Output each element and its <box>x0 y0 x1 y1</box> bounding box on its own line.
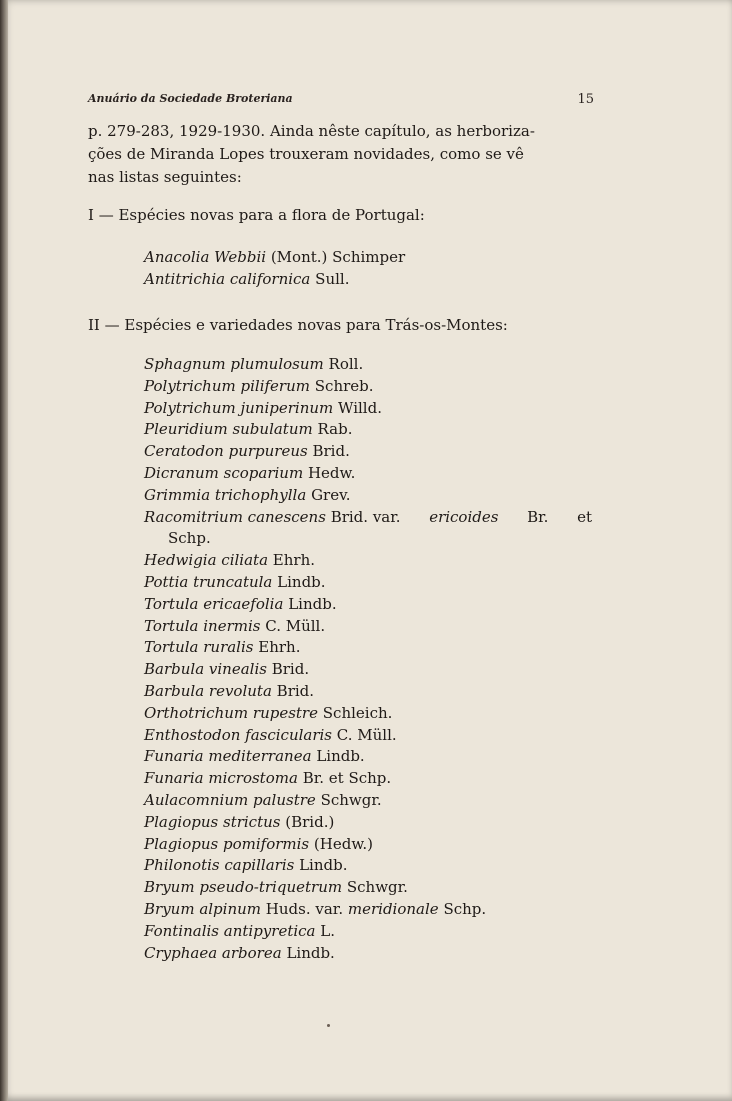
species-item <box>144 594 614 616</box>
species-item <box>144 376 614 398</box>
species-name: Bryum alpinum <box>144 899 262 918</box>
intro-line: nas listas seguintes: <box>88 168 242 186</box>
species-author: Huds. var. <box>265 899 344 918</box>
species-item <box>144 790 614 812</box>
species-author: Brid. <box>312 442 350 461</box>
variety-name: meridionale <box>347 899 439 918</box>
species-item <box>144 637 614 659</box>
species-author: Schwgr. <box>320 790 382 809</box>
species-item <box>144 746 614 768</box>
species-name: Fontinalis antipyretica <box>144 921 316 940</box>
species-name: Antitrichia californica <box>144 269 311 288</box>
print-speck <box>327 1024 330 1027</box>
species-name: Cryphaea arborea <box>144 943 282 962</box>
species-name: Dicranum scoparium <box>144 463 304 482</box>
species-item <box>144 877 614 899</box>
species-list-tras-os-montes <box>144 354 614 964</box>
species-item <box>144 550 614 572</box>
variety-author-conjunction: et <box>577 507 592 526</box>
species-item <box>144 834 614 856</box>
species-author: Roll. <box>328 355 364 373</box>
species-list-portugal <box>144 247 614 291</box>
species-name: Tortula inermis <box>144 616 261 635</box>
species-item <box>144 725 614 747</box>
species-name: Tortula ruralis <box>144 638 254 657</box>
species-item <box>144 659 614 681</box>
species-author: Schreb. <box>314 376 374 395</box>
species-name: Polytrichum juniperinum <box>144 398 334 417</box>
species-author: Rab. <box>317 420 353 439</box>
species-author: Br. et Schp. <box>302 769 392 788</box>
species-name: Racomitrium canescens <box>144 507 326 526</box>
species-item <box>144 899 614 921</box>
species-item <box>144 419 614 441</box>
species-name-with-author <box>144 507 401 529</box>
species-name: Polytrichum piliferum <box>144 376 310 395</box>
running-title: Anuário da Sociedade Broteriana <box>88 92 293 105</box>
species-name: Orthotrichum rupestre <box>144 703 318 722</box>
page-header <box>88 92 594 110</box>
species-name: Bryum pseudo-triquetrum <box>144 878 343 897</box>
species-author: Lindb. <box>286 943 335 962</box>
page-number: 15 <box>577 92 594 107</box>
species-item <box>144 703 614 725</box>
intro-line: p. 279-283, 1929-1930. Ainda nêste capítulo, as herboriza- <box>88 122 535 140</box>
variety-author: Schp. <box>443 899 487 918</box>
species-name: Aulacomnium palustre <box>144 790 316 809</box>
species-item <box>144 812 614 834</box>
species-item <box>144 572 614 594</box>
species-name: Ceratodon purpureus <box>144 442 308 461</box>
variety-author: Br. <box>527 507 549 526</box>
page-binding-edge <box>0 0 8 1101</box>
species-item <box>144 247 614 269</box>
species-author: C. Müll. <box>336 725 397 744</box>
species-author: (Hedw.) <box>313 834 373 853</box>
species-justified-line <box>144 507 592 529</box>
species-name: Sphagnum plumulosum <box>144 355 324 373</box>
species-name: Tortula ericaefolia <box>144 594 284 613</box>
species-name: Barbula vinealis <box>144 660 267 679</box>
species-author: Hedw. <box>307 463 356 482</box>
species-item <box>144 943 614 965</box>
species-name: Grimmia trichophylla <box>144 485 307 504</box>
species-author: Grev. <box>311 485 351 504</box>
species-author: Schleich. <box>322 703 393 722</box>
species-item <box>144 921 614 943</box>
species-name: Funaria microstoma <box>144 769 298 788</box>
species-item <box>144 681 614 703</box>
species-author: Lindb. <box>277 572 326 591</box>
species-item <box>144 398 614 420</box>
species-name: Pottia truncatula <box>144 572 273 591</box>
species-author: (Brid.) <box>285 812 335 831</box>
species-name: Funaria mediterranea <box>144 747 312 766</box>
species-name: Plagiopus strictus <box>144 812 281 831</box>
species-author: Brid. <box>271 660 310 679</box>
species-author: Ehrh. <box>258 638 301 657</box>
section-heading-tras-os-montes: II — Espécies e variedades novas para Trás-os-Montes: <box>88 316 508 334</box>
species-item <box>144 855 614 877</box>
species-item <box>144 485 614 507</box>
species-author: Willd. <box>338 398 382 417</box>
species-author: Lindb. <box>288 594 337 613</box>
species-author: Sull. <box>315 269 350 288</box>
species-author: Lindb. <box>316 747 365 766</box>
species-author: L. <box>320 921 336 940</box>
species-item <box>144 441 614 463</box>
species-name: Enthostodon fascicularis <box>144 725 333 744</box>
species-name: Anacolia Webbii <box>144 248 267 266</box>
species-name: Hedwigia ciliata <box>144 551 269 570</box>
section-heading-portugal: I — Espécies novas para a flora de Portugal: <box>88 206 425 224</box>
species-name: Philonotis capillaris <box>144 856 295 875</box>
variety-name: ericoides <box>429 507 499 526</box>
species-item <box>144 768 614 790</box>
species-item <box>144 507 614 551</box>
intro-line: ções de Miranda Lopes trouxeram novidades, como se vê <box>88 145 524 163</box>
species-author: Lindb. <box>299 856 348 875</box>
species-author: C. Müll. <box>265 616 326 635</box>
species-author: (Mont.) Schimper <box>270 248 406 266</box>
species-author: Brid. <box>276 681 315 700</box>
species-name: Barbula revoluta <box>144 681 272 700</box>
species-item <box>144 354 614 376</box>
intro-paragraph <box>88 120 600 189</box>
species-author: Ehrh. <box>272 551 316 570</box>
species-author: Schwgr. <box>346 878 408 897</box>
species-item <box>144 616 614 638</box>
species-author: Brid. var. <box>330 507 401 526</box>
species-item <box>144 269 614 291</box>
variety-author-continuation: Schp. <box>168 529 211 548</box>
species-item <box>144 463 614 485</box>
species-name: Plagiopus pomiformis <box>144 834 310 853</box>
species-name: Pleuridium subulatum <box>144 420 313 439</box>
